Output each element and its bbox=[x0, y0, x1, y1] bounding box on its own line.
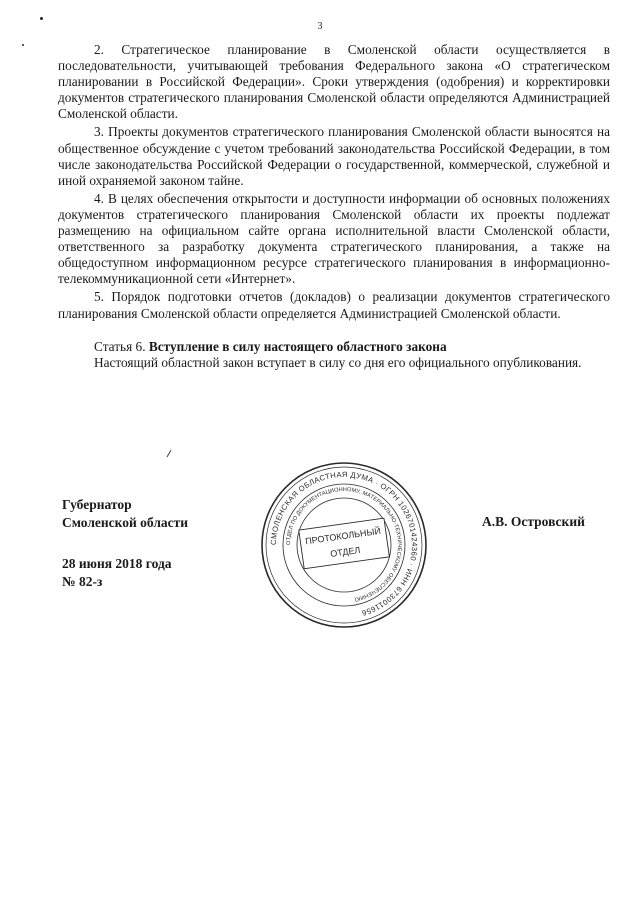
paragraph-4: 4. В целях обеспечения открытости и доступности информации об основных положениях документов стратегического планирования Смоленской области их проекты подлежат размещению на официальном сайте органа исполнительной власти Смоленской области, ответственного за разработку документа стратегического планирования, а также на общедоступном информационном ресурсе стратегического планирования в информационно-телекоммуникационной сети «Интернет». bbox=[58, 190, 610, 287]
stamp-center-line1: ПРОТОКОЛЬНЫЙ bbox=[304, 525, 382, 547]
paragraph-2: 2. Стратегическое планирование в Смоленской области осуществляется в последовательности, учитывающей требования Федерального закона «О стратегическом планировании в Российской Федерации». Сроки утверждения (одобрения) и корректировки документов стратегического планирования Смоленской области определяются Администрацией Смоленской области. bbox=[58, 42, 610, 122]
article-heading bbox=[58, 339, 610, 355]
position-title: Губернатор bbox=[62, 497, 132, 512]
signer-name: А.В. Островский bbox=[482, 514, 585, 529]
scan-dot bbox=[40, 17, 43, 20]
article-text: Настоящий областной закон вступает в силу со дня его официального опубликования. bbox=[94, 354, 582, 370]
pen-mark bbox=[167, 450, 172, 457]
stamp-center-line2: ОТДЕЛ bbox=[329, 544, 361, 559]
article-6 bbox=[58, 339, 610, 371]
paragraph-5: 5. Порядок подготовки отчетов (докладов) о реализации документов стратегического планирования Смоленской области определяется Администрацией Смоленской области. bbox=[58, 289, 610, 321]
paragraph-3: 3. Проекты документов стратегического планирования Смоленской области выносятся на общественное обсуждение с учетом требований законодательства Российской Федерации, в том числе законодательства Российской Федерации о государственной, коммерческой, служебной и иной охраняемой законом тайне. bbox=[58, 124, 610, 188]
stamp-inner-text: ОТДЕЛ ПО ДОКУМЕНТАЦИОННОМУ, МАТЕРИАЛЬНО-ТЕХНИЧЕСКОМУ ОБЕСПЕЧЕНИЮ bbox=[285, 486, 403, 602]
article-label: Статья 6. bbox=[94, 338, 146, 354]
article-title: Вступление в силу настоящего областного закона bbox=[148, 338, 447, 354]
page-number: 3 bbox=[317, 21, 323, 32]
document-body bbox=[58, 42, 610, 373]
signature-block bbox=[62, 496, 188, 591]
position-region: Смоленской области bbox=[62, 515, 189, 530]
law-number: № 82-з bbox=[62, 574, 103, 589]
stamp-outer-text: СМОЛЕНСКАЯ ОБЛАСТНАЯ ДУМА · ОГРН 1026701424360 · ИНН 6730011656 bbox=[268, 469, 420, 618]
official-stamp bbox=[258, 459, 430, 631]
scan-dot bbox=[22, 44, 24, 46]
signing-date: 28 июня 2018 года bbox=[62, 556, 172, 571]
